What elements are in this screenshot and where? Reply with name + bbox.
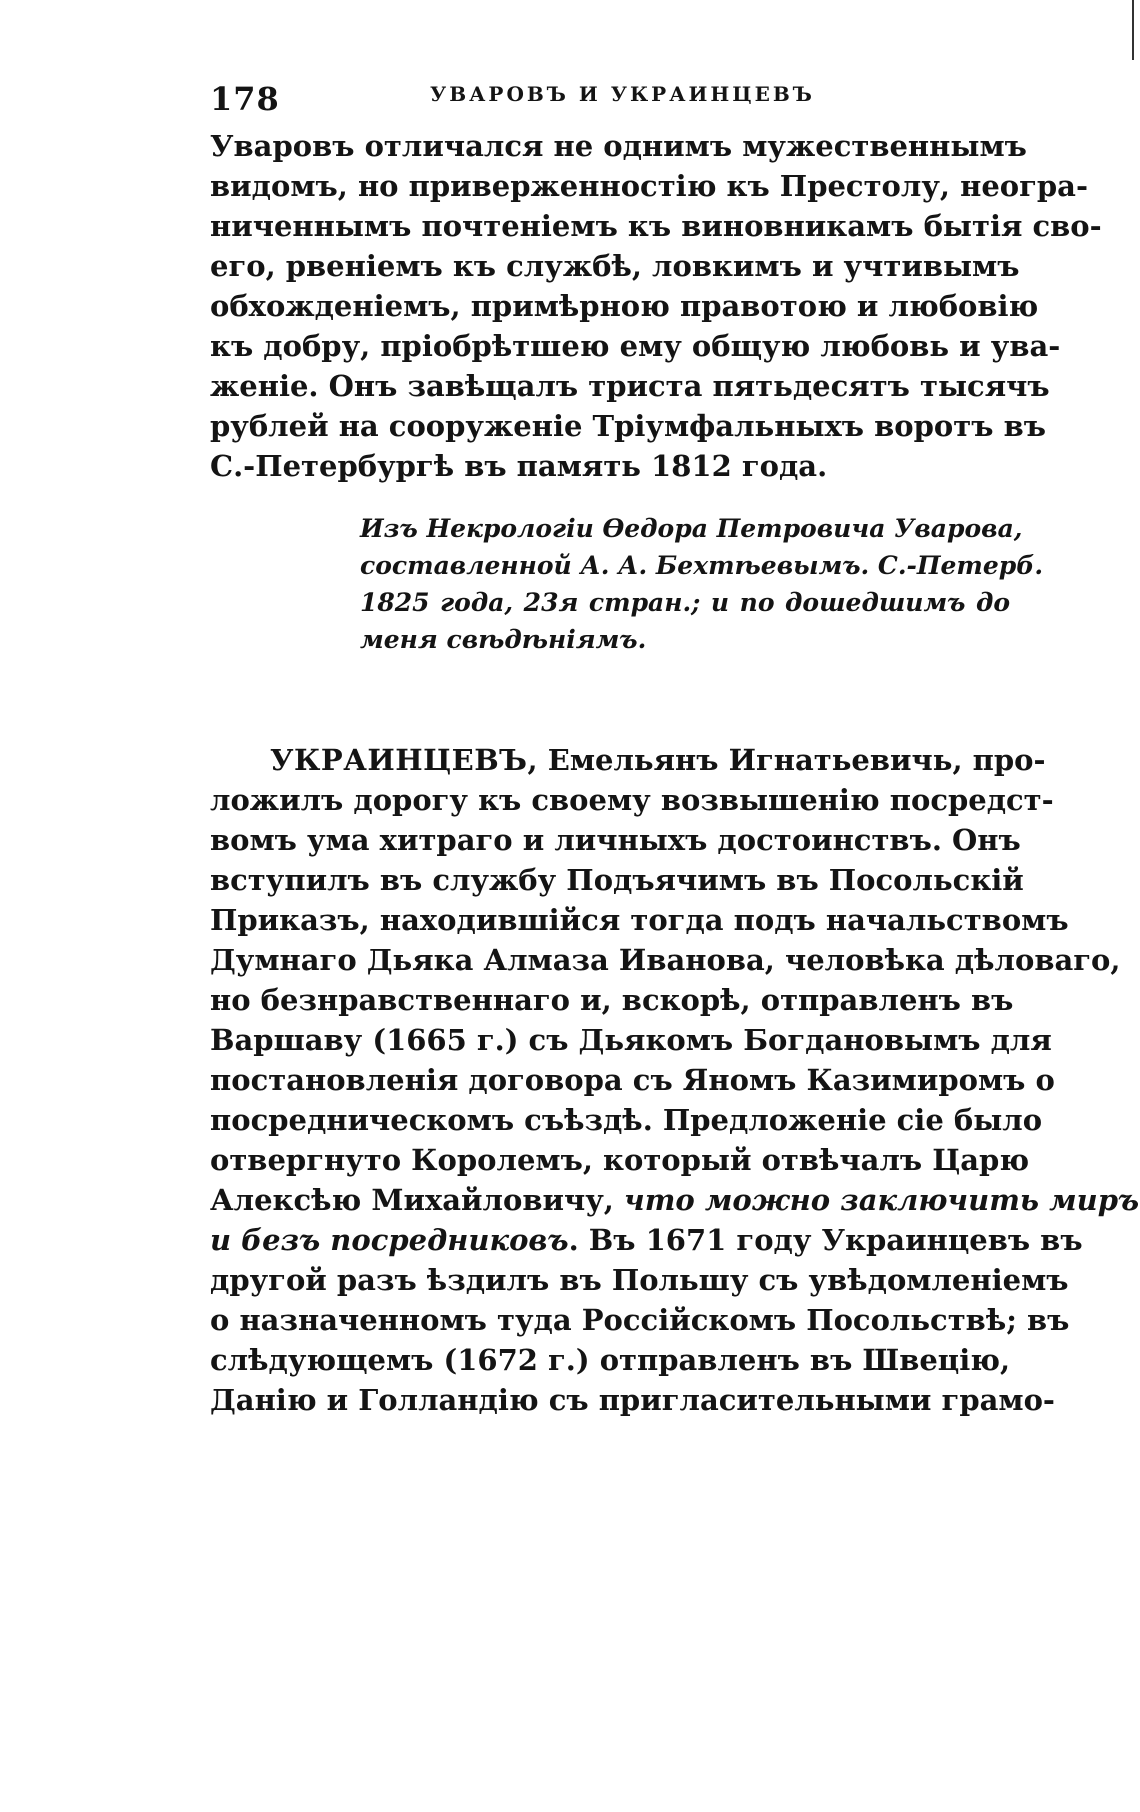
text-line: посредническомъ съѣздѣ. Предложеніе сіе было xyxy=(210,1103,1043,1137)
text-line: другой разъ ѣздилъ въ Польшу съ увѣдомленіемъ xyxy=(210,1263,1069,1297)
quote-after: . Въ 1671 году Украинцевъ въ xyxy=(568,1223,1083,1257)
text-line: ложилъ дорогу къ своему возвышенію посредст- xyxy=(210,783,1054,817)
text-line: о назначенномъ туда Россійскомъ Посольствѣ; въ xyxy=(210,1303,1070,1337)
text-line: ниченнымъ почтеніемъ къ виновникамъ бытія сво- xyxy=(210,209,1102,243)
entry-name: УКРАИНЦЕВЪ xyxy=(270,743,528,777)
entry-ukraintsev-paragraph xyxy=(210,740,1140,1420)
text-line: Данію и Голландію съ пригласительными грамо- xyxy=(210,1383,1055,1417)
text-line: рублей на сооруженіе Тріумфальныхъ воротъ въ xyxy=(210,409,1046,443)
citation-line: 1825 года, 23я стран.; и по дошедшимъ до xyxy=(360,588,1010,617)
text-line: Уваровъ отличался не однимъ мужественнымъ xyxy=(210,129,1027,163)
page-header xyxy=(210,72,1010,122)
entry-heading-line xyxy=(210,740,1046,780)
text-line: отвергнуто Королемъ, который отвѣчалъ Царю xyxy=(210,1143,1030,1177)
running-head: УВАРОВЪ И УКРАИНЦЕВЪ xyxy=(430,82,815,106)
text-line: вступилъ въ службу Подъячимъ въ Посольскій xyxy=(210,863,1024,897)
text-line-with-quote xyxy=(210,1220,1083,1260)
citation-line: Изъ Некрологіи Ѳедора Петровича Уварова, xyxy=(360,514,1023,543)
text-line-with-quote xyxy=(210,1180,1140,1220)
book-page xyxy=(210,72,1140,1420)
text-line: его, рвеніемъ къ службѣ, ловкимъ и учтивымъ xyxy=(210,249,1020,283)
citation-line: меня свѣдѣніямъ. xyxy=(360,625,647,654)
text-line: къ добру, пріобрѣтшею ему общую любовь и ува- xyxy=(210,329,1061,363)
page-number: 178 xyxy=(210,80,280,118)
quote-italic-cont: и безъ посредниковъ xyxy=(210,1223,569,1257)
text-line: Приказъ, находившійся тогда подъ начальствомъ xyxy=(210,903,1069,937)
text-line: но безнравственнаго и, вскорѣ, отправленъ въ xyxy=(210,983,1014,1017)
entry-uvarov-paragraph xyxy=(210,126,1102,486)
quote-italic: что можно заключить миръ xyxy=(623,1183,1140,1217)
text-line: обхожденіемъ, примѣрною правотою и любовію xyxy=(210,289,1039,323)
text-line: постановленія договора съ Яномъ Казимиромъ о xyxy=(210,1063,1055,1097)
entry-heading-rest: , Емельянъ Игнатьевичь, про- xyxy=(527,743,1046,777)
citation-line: составленной А. А. Бехтѣевымъ. С.-Петерб. xyxy=(360,551,1044,580)
text-line: слѣдующемъ (1672 г.) отправленъ въ Швецію, xyxy=(210,1343,1011,1377)
page-edge-rule xyxy=(1132,0,1134,60)
source-citation xyxy=(360,510,1044,658)
text-line: С.-Петербургѣ въ память 1812 года. xyxy=(210,449,828,483)
text-line: видомъ, но приверженностію къ Престолу, неогра- xyxy=(210,169,1088,203)
text-line: женіе. Онъ завѣщалъ триста пятьдесятъ тысячъ xyxy=(210,369,1050,403)
text-line: вомъ ума хитраго и личныхъ достоинствъ. Онъ xyxy=(210,823,1021,857)
text-line: Варшаву (1665 г.) съ Дьякомъ Богдановымъ для xyxy=(210,1023,1052,1057)
quote-prefix: Алексѣю Михайловичу, xyxy=(210,1183,624,1217)
text-line: Думнаго Дьяка Алмаза Иванова, человѣка дѣловаго, xyxy=(210,943,1121,977)
